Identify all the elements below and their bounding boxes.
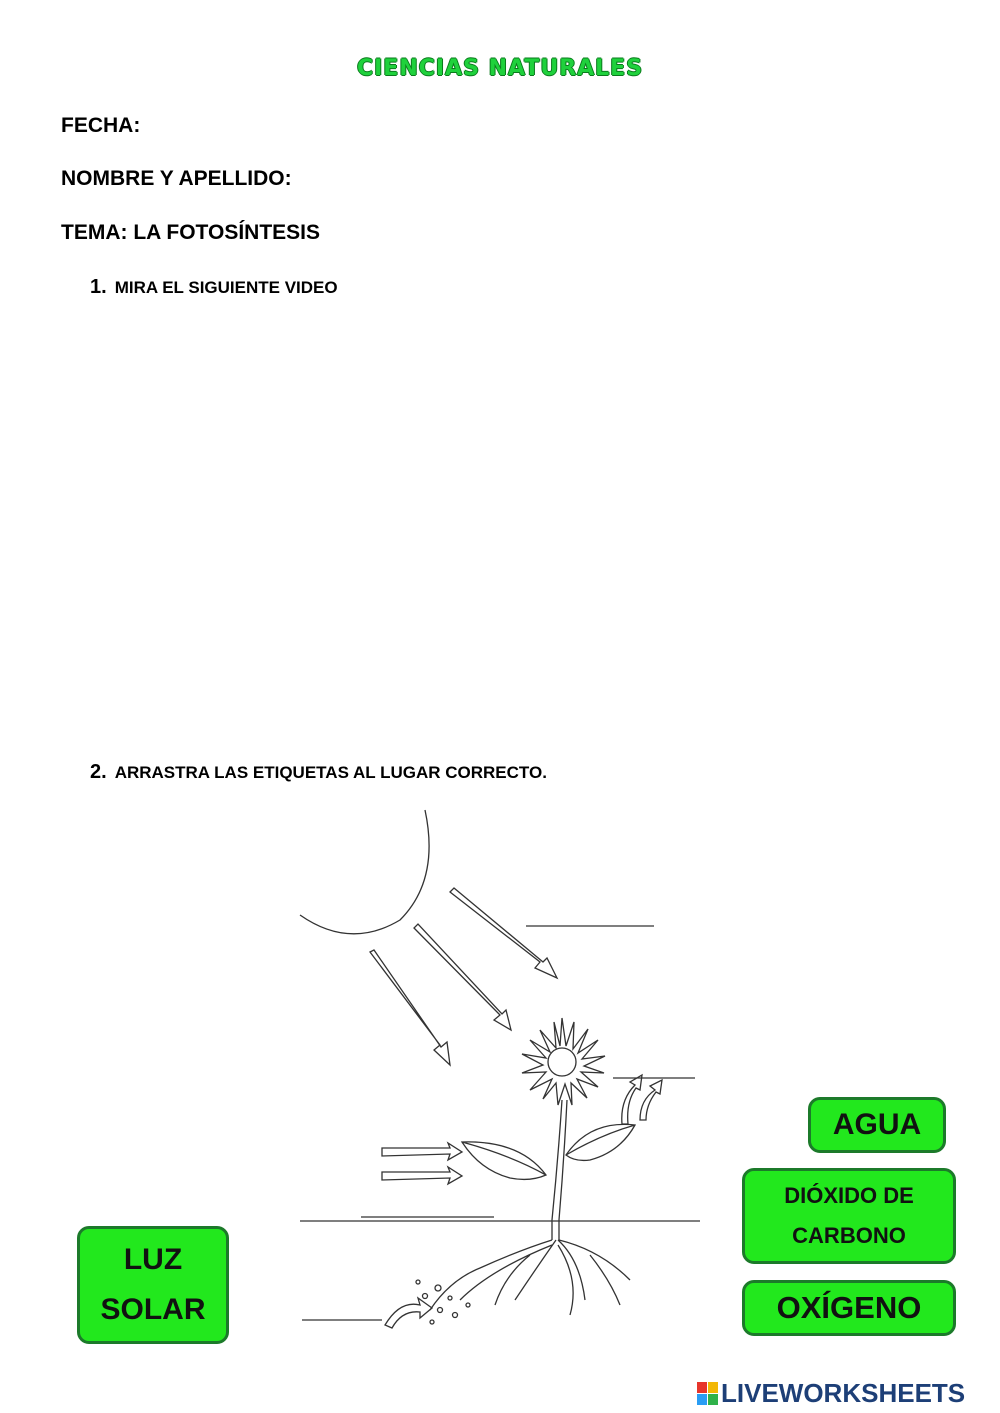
- question-1: [90, 276, 338, 299]
- question-1-text: MIRA EL SIGUIENTE VIDEO: [114, 278, 338, 297]
- sun-icon: [300, 810, 429, 934]
- oxygen-arrow: [640, 1080, 662, 1120]
- question-2-text: ARRASTRA LAS ETIQUETAS AL LUGAR CORRECTO.: [114, 763, 547, 782]
- co2-arrow: [382, 1143, 462, 1160]
- label-dioxido-line1: DIÓXIDO DE: [784, 1183, 914, 1208]
- label-dioxido-de-carbono[interactable]: [742, 1168, 956, 1264]
- leaf-left: [462, 1142, 546, 1180]
- liveworksheets-logo: [697, 1378, 965, 1409]
- question-1-number: 1.: [90, 276, 107, 298]
- label-agua[interactable]: AGUA: [808, 1097, 946, 1153]
- date-field-label: FECHA:: [61, 114, 141, 137]
- stem: [552, 1100, 567, 1240]
- question-2: [90, 761, 547, 784]
- leaf-right: [566, 1124, 635, 1160]
- water-arrow: [385, 1298, 432, 1328]
- roots: [430, 1240, 630, 1315]
- sunray-arrow: [414, 924, 511, 1030]
- flower-icon: [522, 1018, 605, 1105]
- label-luz-line2: SOLAR: [100, 1293, 206, 1326]
- sunray-arrow: [370, 950, 450, 1065]
- topic-label: TEMA: LA FOTOSÍNTESIS: [61, 221, 321, 244]
- page-title: CIENCIAS NATURALES: [356, 56, 644, 81]
- brand-text: LIVEWORKSHEETS: [721, 1378, 966, 1408]
- sunray-arrow: [450, 888, 557, 978]
- co2-arrow: [382, 1167, 462, 1184]
- photosynthesis-diagram: [290, 800, 710, 1340]
- label-dioxido-line2: CARBONO: [792, 1223, 906, 1248]
- liveworksheets-logo-icon: [697, 1382, 718, 1405]
- label-luz-line1: LUZ: [123, 1243, 183, 1276]
- name-field-label: NOMBRE Y APELLIDO:: [61, 167, 292, 190]
- question-2-number: 2.: [90, 761, 107, 783]
- oxygen-arrow: [622, 1075, 642, 1124]
- label-luz-solar[interactable]: [77, 1226, 229, 1344]
- label-oxigeno[interactable]: OXÍGENO: [742, 1280, 956, 1336]
